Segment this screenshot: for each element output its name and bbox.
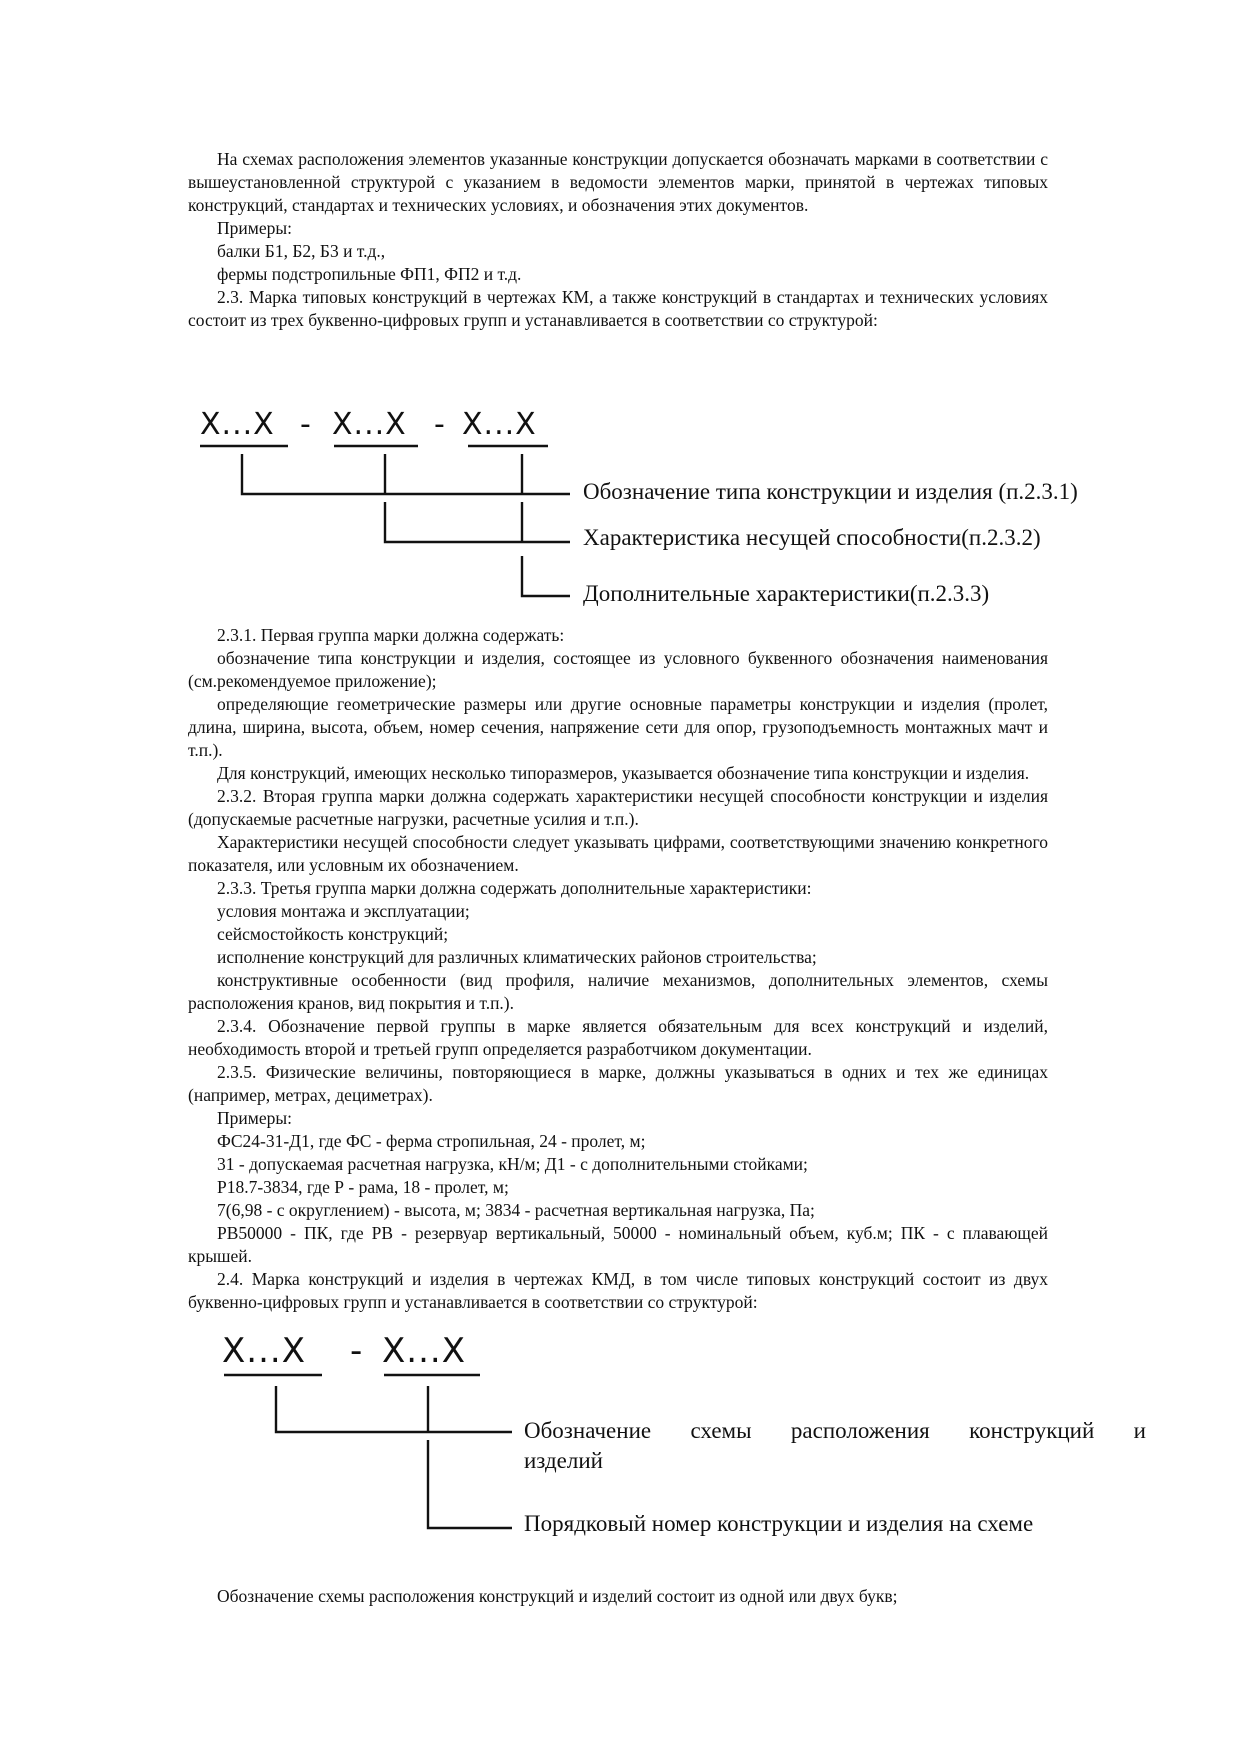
paragraph: Характеристики несущей способности следует указывать цифрами, соответствующими значению конкретного показателя, или условным их обозначением. <box>188 832 1048 875</box>
mark-group-2: X...X <box>332 407 407 442</box>
paragraph: 2.3.3. Третья группа марки должна содержать дополнительные характеристики: <box>217 878 812 898</box>
paragraph: фермы подстропильные ФП1, ФП2 и т.д. <box>217 264 522 284</box>
section-3 <box>188 1585 1048 1608</box>
paragraph: Р18.7-3834, где Р - рама, 18 - пролет, м; <box>217 1177 509 1197</box>
paragraph: 2.4. Марка конструкций и изделия в чертежах КМД, в том числе типовых конструкций состоит из двух буквенно-цифровых групп и устанавливается в соответствии со структурой: <box>188 1269 1048 1312</box>
paragraph: 2.3. Марка типовых конструкций в чертежах КМ, а также конструкций в стандартах и технических условиях состоит из трех буквенно-цифровых групп и устанавливается в соответствии со структурой: <box>188 287 1048 330</box>
paragraph: условия монтажа и эксплуатации; <box>217 901 470 921</box>
paragraph: ФС24-31-Д1, где ФС - ферма стропильная, 24 - пролет, м; <box>217 1131 646 1151</box>
paragraph: 7(6,98 - с округлением) - высота, м; 3834 - расчетная вертикальная нагрузка, Па; <box>217 1200 815 1220</box>
paragraph: исполнение конструкций для различных климатических районов строительства; <box>217 947 817 967</box>
mark-separator-1: - <box>350 1331 364 1371</box>
mark-separator-2: - <box>434 407 446 442</box>
mark-separator-1: - <box>300 407 312 442</box>
paragraph: обозначение типа конструкции и изделия, состоящее из условного буквенного обозначения наименования (см.рекомендуемое приложение); <box>188 648 1048 691</box>
diagram-2-label-scheme-line-2: изделий <box>524 1448 603 1473</box>
paragraph: 2.3.2. Вторая группа марки должна содержать характеристики несущей способности конструкции и изделия (допускаемые расчетные нагрузки, расчетные усилия и т.п.). <box>188 786 1048 829</box>
diagram-1-label-capacity: Характеристика несущей способности(п.2.3.2) <box>583 525 1041 550</box>
mark-group-2: X...X <box>382 1331 467 1371</box>
paragraph: 31 - допускаемая расчетная нагрузка, кН/м; Д1 - с дополнительными стойками; <box>217 1154 808 1174</box>
paragraph: Примеры: <box>217 218 292 238</box>
diagram-1-label-type: Обозначение типа конструкции и изделия (п.2.3.1) <box>583 479 1078 504</box>
paragraph: На схемах расположения элементов указанные конструкции допускается обозначать марками в соответствии с вышеустановленной структурой с указанием в ведомости элементов марки, принятой в чертежах типовых конструкций, стандартах и технических условиях, и обозначения этих документов. <box>188 149 1048 215</box>
paragraph: сейсмостойкость конструкций; <box>217 924 449 944</box>
paragraph: определяющие геометрические размеры или другие основные параметры конструкции и изделия (пролет, длина, ширина, высота, объем, номер сечения, напряжение сети для опор, грузоподъемность монтажных мачт и т.п.). <box>188 694 1048 760</box>
paragraph: конструктивные особенности (вид профиля, наличие механизмов, дополнительных элементов, схемы расположения кранов, вид покрытия и т.п.). <box>188 970 1048 1013</box>
diagram-2-lines <box>224 1375 512 1528</box>
paragraph: 2.3.4. Обозначение первой группы в марке является обязательным для всех конструкций и изделий, необходимость второй и третьей групп определяется разработчиком документации. <box>188 1016 1048 1059</box>
diagram-1-label-additional: Дополнительные характеристики(п.2.3.3) <box>583 581 990 606</box>
paragraph: Для конструкций, имеющих несколько типоразмеров, указывается обозначение типа конструкции и изделия. <box>217 763 1030 783</box>
paragraph: 2.3.1. Первая группа марки должна содержать: <box>217 625 565 645</box>
paragraph: Обозначение схемы расположения конструкций и изделий состоит из одной или двух букв; <box>217 1586 898 1606</box>
mark-group-1: X...X <box>222 1331 307 1371</box>
diagram-2-label-number: Порядковый номер конструкции и изделия на схеме <box>524 1511 1034 1536</box>
paragraph: РВ50000 - ПК, где РВ - резервуар вертикальный, 50000 - номинальный объем, куб.м; ПК - с плавающей крышей. <box>188 1223 1048 1266</box>
diagram-2-label-scheme <box>524 1416 1146 1476</box>
mark-group-1: X...X <box>200 407 275 442</box>
mark-group-3: X...X <box>462 407 537 442</box>
paragraph: Примеры: <box>217 1108 292 1128</box>
diagram-2-label-scheme-line-1: Обозначение схемы расположения конструкций и <box>524 1418 1146 1443</box>
paragraph: 2.3.5. Физические величины, повторяющиеся в марке, должны указываться в одних и тех же единицах (например, метрах, дециметрах). <box>188 1062 1048 1105</box>
paragraph: балки Б1, Б2, Б3 и т.д., <box>217 241 386 261</box>
